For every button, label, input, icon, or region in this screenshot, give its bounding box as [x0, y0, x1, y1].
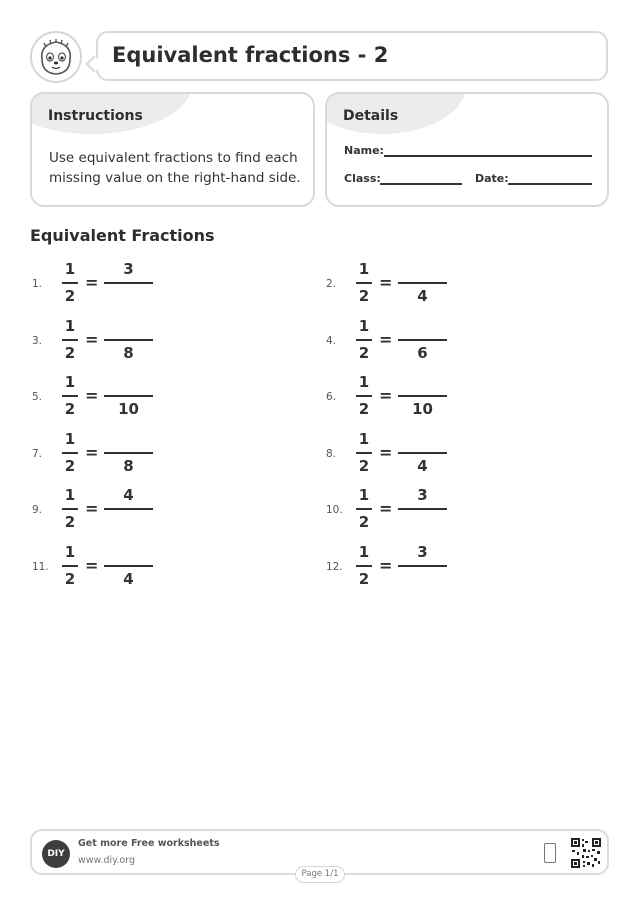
answer-line — [104, 508, 153, 510]
problem-item — [326, 317, 526, 369]
problem-number: 7. — [32, 447, 43, 460]
given-denominator: 2 — [64, 456, 76, 475]
name-label: Name: — [344, 144, 384, 157]
footer-title: Get more Free worksheets — [78, 838, 220, 849]
fraction-bar — [62, 395, 78, 397]
problem-item — [32, 430, 232, 482]
answer-line — [104, 395, 153, 397]
problem-item — [326, 430, 526, 482]
problem-number: 2. — [326, 278, 337, 290]
page-title: Equivalent fractions - 2 — [112, 43, 389, 67]
fraction-bar — [356, 395, 372, 397]
equals-sign: = — [379, 386, 393, 405]
equals-sign: = — [85, 386, 99, 405]
answer-fraction[interactable] — [398, 260, 447, 306]
qr-code-icon[interactable] — [570, 837, 602, 869]
problem-number: 4. — [326, 334, 337, 347]
given-fraction — [356, 543, 372, 589]
answer-line — [104, 452, 153, 454]
title-box — [96, 31, 608, 81]
fraction-bar — [62, 339, 78, 341]
problem-item — [326, 543, 526, 595]
name-field[interactable] — [384, 155, 592, 157]
answer-denominator[interactable]: 4 — [417, 456, 428, 475]
details-heading: Details — [343, 108, 399, 124]
answer-fraction[interactable] — [104, 543, 153, 589]
given-denominator: 2 — [358, 343, 370, 362]
equals-sign: = — [85, 273, 99, 292]
given-denominator: 2 — [64, 400, 76, 418]
answer-denominator[interactable]: 10 — [118, 400, 139, 418]
answer-numerator[interactable]: 3 — [123, 260, 134, 278]
answer-line — [398, 565, 447, 567]
given-denominator: 2 — [358, 456, 370, 475]
problem-item — [32, 373, 232, 425]
equals-sign: = — [379, 273, 393, 292]
given-denominator: 2 — [64, 343, 76, 362]
given-numerator: 1 — [358, 373, 370, 391]
answer-numerator[interactable] — [104, 543, 153, 562]
fraction-bar — [356, 452, 372, 454]
given-numerator: 1 — [64, 316, 76, 335]
answer-line — [398, 508, 447, 510]
given-fraction — [356, 430, 372, 476]
problem-item — [32, 486, 232, 538]
answer-fraction[interactable] — [398, 317, 447, 363]
answer-numerator[interactable] — [104, 430, 153, 449]
answer-numerator[interactable] — [398, 430, 447, 449]
problem-number: 9. — [32, 504, 43, 516]
details-card — [325, 92, 609, 207]
answer-denominator[interactable] — [104, 287, 153, 306]
problem-item — [32, 543, 232, 595]
answer-denominator[interactable]: 4 — [417, 287, 428, 305]
fraction-bar — [356, 565, 372, 567]
answer-denominator[interactable]: 4 — [123, 569, 134, 588]
answer-line — [104, 282, 153, 284]
equals-sign: = — [85, 499, 99, 518]
given-denominator: 2 — [64, 513, 76, 531]
answer-fraction[interactable] — [104, 260, 153, 306]
given-denominator: 2 — [64, 287, 76, 305]
page-indicator: Page 1/1 — [295, 866, 345, 883]
problem-number: 8. — [326, 447, 337, 460]
fraction-bar — [62, 282, 78, 284]
answer-numerator[interactable] — [398, 373, 447, 392]
problem-number: 11. — [32, 560, 49, 573]
given-numerator: 1 — [358, 316, 370, 335]
answer-fraction[interactable] — [398, 543, 447, 589]
answer-denominator[interactable] — [398, 513, 447, 532]
given-fraction — [356, 373, 372, 419]
problem-item — [32, 260, 232, 312]
given-denominator: 2 — [358, 287, 370, 305]
answer-numerator[interactable]: 4 — [123, 486, 134, 504]
diy-logo[interactable]: DIY — [42, 840, 70, 868]
answer-line — [104, 339, 153, 341]
answer-line — [398, 452, 447, 454]
answer-fraction[interactable] — [398, 486, 447, 532]
date-field[interactable] — [508, 183, 592, 185]
problem-number: 12. — [326, 560, 343, 573]
given-numerator: 1 — [64, 542, 76, 561]
section-title: Equivalent Fractions — [30, 226, 215, 245]
problem-number: 3. — [32, 334, 43, 347]
given-fraction — [356, 260, 372, 306]
given-numerator: 1 — [64, 486, 76, 504]
equals-sign: = — [85, 555, 99, 575]
problem-item — [326, 260, 526, 312]
answer-numerator[interactable] — [104, 373, 153, 392]
problem-item — [326, 486, 526, 538]
class-field[interactable] — [380, 183, 462, 185]
given-numerator: 1 — [358, 429, 370, 448]
answer-fraction[interactable] — [104, 430, 153, 476]
fraction-bar — [356, 339, 372, 341]
given-numerator: 1 — [64, 260, 76, 278]
problem-item — [326, 373, 526, 425]
problem-number: 6. — [326, 391, 337, 403]
fraction-bar — [356, 282, 372, 284]
equals-sign: = — [379, 442, 393, 462]
problem-number: 5. — [32, 391, 43, 403]
answer-fraction[interactable] — [104, 486, 153, 532]
equals-sign: = — [379, 329, 393, 349]
instructions-text: Use equivalent fractions to find each missing value on the right-hand side. — [49, 150, 301, 186]
given-numerator: 1 — [358, 260, 370, 278]
given-fraction — [62, 430, 78, 476]
answer-line — [104, 565, 153, 567]
given-denominator: 2 — [358, 569, 370, 588]
answer-numerator[interactable] — [398, 260, 447, 279]
answer-denominator[interactable]: 6 — [417, 343, 428, 362]
answer-numerator[interactable] — [104, 317, 153, 336]
footer-url[interactable]: www.diy.org — [78, 855, 135, 866]
given-fraction — [62, 373, 78, 419]
answer-line — [398, 339, 447, 341]
answer-line — [398, 282, 447, 284]
equals-sign: = — [85, 442, 99, 462]
given-denominator: 2 — [358, 400, 370, 418]
fraction-bar — [62, 508, 78, 510]
class-label: Class: — [344, 172, 381, 185]
instructions-heading: Instructions — [48, 108, 143, 124]
answer-line — [398, 395, 447, 397]
answer-fraction[interactable] — [398, 430, 447, 476]
answer-denominator[interactable]: 8 — [123, 456, 134, 475]
instructions-card — [30, 92, 315, 207]
sloth-mascot-icon — [30, 31, 82, 83]
answer-fraction[interactable] — [104, 317, 153, 363]
given-denominator: 2 — [358, 513, 370, 531]
answer-fraction[interactable] — [104, 373, 153, 419]
fraction-bar — [62, 565, 78, 567]
given-fraction — [62, 260, 78, 306]
equals-sign: = — [379, 555, 393, 575]
given-denominator: 2 — [64, 569, 76, 588]
phone-scan-icon — [544, 843, 556, 863]
problem-number: 1. — [32, 278, 43, 290]
answer-denominator[interactable] — [104, 513, 153, 532]
problem-number: 10. — [326, 504, 343, 516]
given-fraction — [62, 543, 78, 589]
date-label: Date: — [475, 172, 509, 185]
fraction-bar — [62, 452, 78, 454]
given-numerator: 1 — [64, 373, 76, 391]
answer-denominator[interactable]: 10 — [412, 400, 433, 418]
given-numerator: 1 — [64, 429, 76, 448]
answer-numerator[interactable]: 3 — [417, 542, 428, 561]
given-fraction — [356, 486, 372, 532]
equals-sign: = — [85, 329, 99, 349]
answer-denominator[interactable]: 8 — [123, 343, 134, 362]
equals-sign: = — [379, 499, 393, 518]
given-numerator: 1 — [358, 486, 370, 504]
answer-denominator[interactable] — [398, 570, 447, 589]
answer-fraction[interactable] — [398, 373, 447, 419]
given-fraction — [62, 317, 78, 363]
problem-item — [32, 317, 232, 369]
fraction-bar — [356, 508, 372, 510]
given-fraction — [62, 486, 78, 532]
given-numerator: 1 — [358, 542, 370, 561]
answer-numerator[interactable] — [398, 317, 447, 336]
given-fraction — [356, 317, 372, 363]
answer-numerator[interactable]: 3 — [417, 486, 428, 504]
